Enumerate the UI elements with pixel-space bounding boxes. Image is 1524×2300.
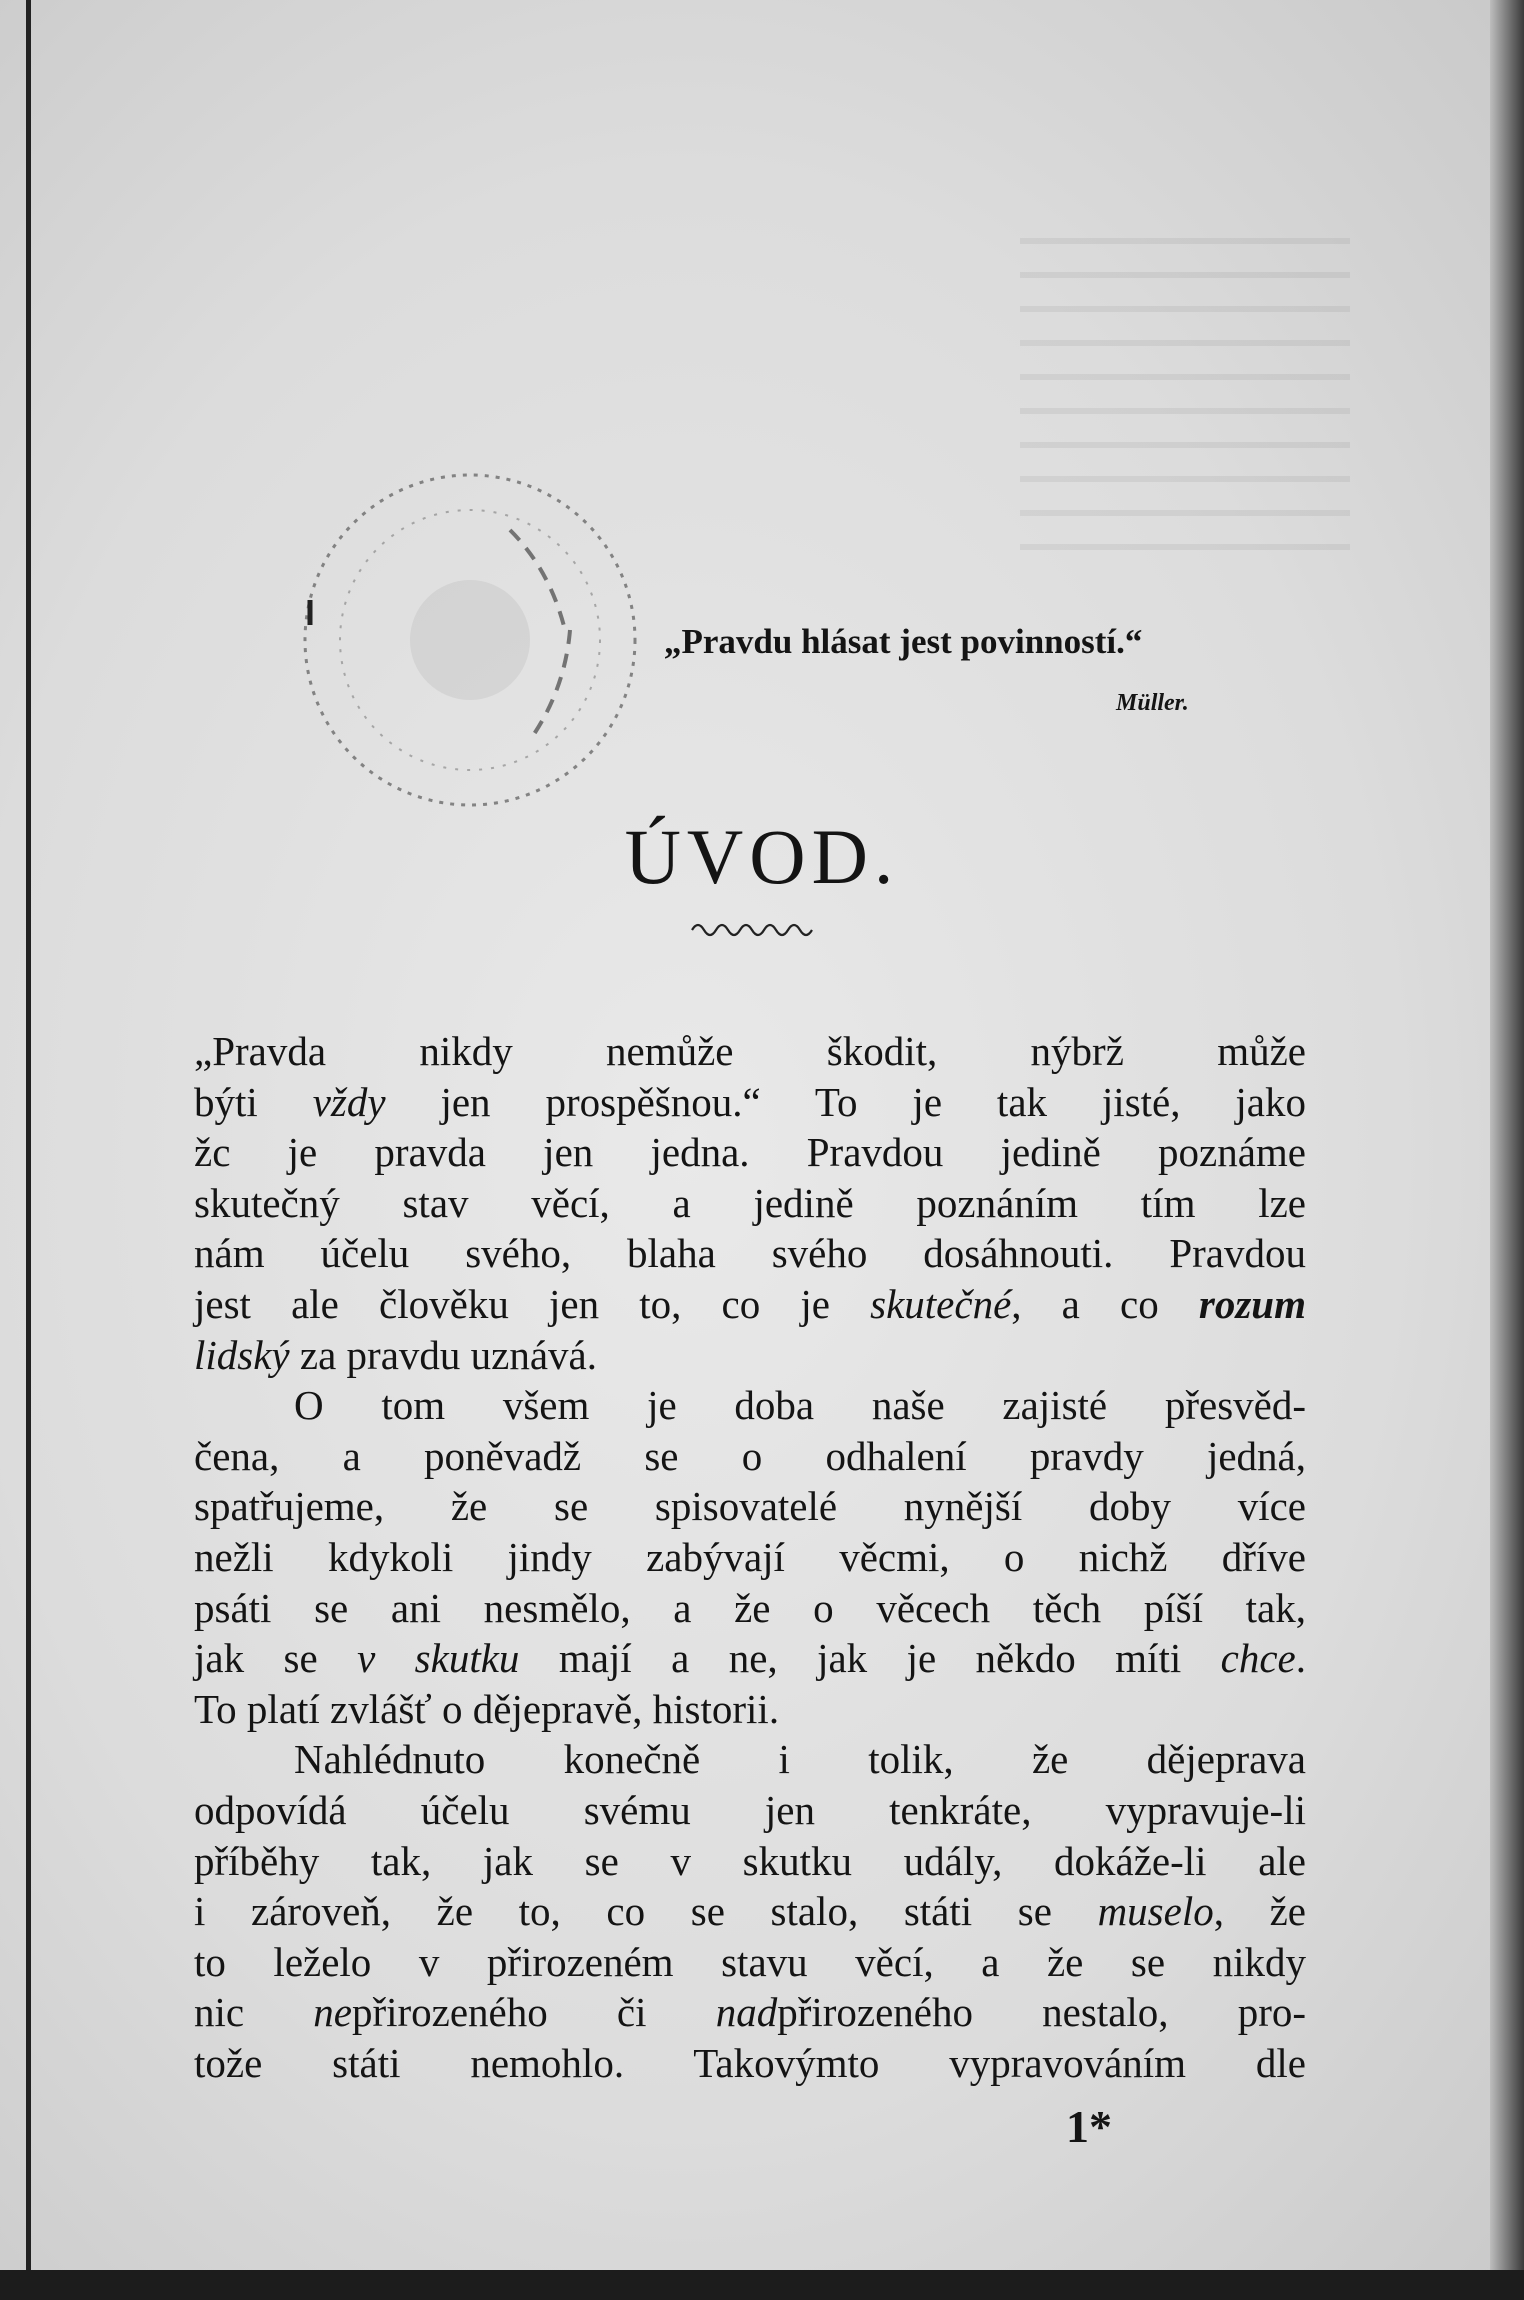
text-line xyxy=(194,1684,1306,1735)
show-through-text xyxy=(1020,230,1350,550)
text-segment: to leželo v přirozeném stavu věcí, a že se nikdy xyxy=(194,1938,1306,1985)
text-line xyxy=(194,1127,1306,1178)
text-line xyxy=(194,1987,1306,2038)
text-segment: To platí zvlášť o dějepravě, historii. xyxy=(194,1685,780,1732)
wavy-ornament xyxy=(690,918,820,938)
text-line xyxy=(194,1734,1306,1785)
italic-text: muselo xyxy=(1097,1888,1214,1935)
text-segment: býti xyxy=(194,1078,313,1125)
text-line xyxy=(194,1178,1306,1229)
text-segment: , že xyxy=(1213,1888,1306,1935)
text-line xyxy=(194,1785,1306,1836)
text-line xyxy=(194,1380,1306,1431)
text-segment: přirozeného či xyxy=(351,1989,716,2036)
italic-text: v skutku xyxy=(357,1635,520,1682)
text-segment: „Pravda nikdy nemůže škodit, nýbrž může xyxy=(194,1028,1306,1074)
text-segment: . xyxy=(1295,1635,1306,1682)
body-text xyxy=(194,1026,1306,2088)
text-segment: nic xyxy=(194,1989,314,2036)
text-line xyxy=(194,1937,1306,1988)
italic-text: nad xyxy=(715,1989,778,2036)
text-segment: odpovídá účelu svému jen tenkráte, vypravuje-li xyxy=(194,1786,1306,1833)
text-line xyxy=(194,1836,1306,1887)
text-line xyxy=(194,1026,1306,1077)
text-segment: Nahlédnuto konečně i tolik, že dějeprava xyxy=(294,1736,1306,1783)
text-segment: tože státi nemohlo. Takovýmto vypravováním dle xyxy=(194,2039,1306,2086)
italic-text: lidský xyxy=(194,1331,290,1378)
text-line xyxy=(194,1077,1306,1128)
text-segment: , a co xyxy=(1011,1280,1199,1327)
text-line xyxy=(194,1228,1306,1279)
chapter-title: ÚVOD. xyxy=(624,813,900,900)
text-segment: žc je pravda jen jedna. Pravdou jedině poznáme xyxy=(194,1129,1306,1176)
text-segment: i zároveň, že to, co se stalo, státi se xyxy=(194,1888,1098,1935)
text-line xyxy=(194,1583,1306,1634)
text-segment: příběhy tak, jak se v skutku udály, dokáže-li ale xyxy=(194,1837,1306,1884)
text-segment: jak se xyxy=(194,1635,358,1682)
text-line xyxy=(194,1633,1306,1684)
italic-text: skutečné xyxy=(870,1280,1012,1327)
text-segment: za pravdu uznává. xyxy=(289,1331,597,1378)
text-line xyxy=(194,1886,1306,1937)
text-segment: čena, a poněvadž se o odhalení pravdy jedná, xyxy=(194,1432,1306,1479)
italic-text: chce xyxy=(1220,1635,1296,1682)
page-edge-shadow xyxy=(1490,0,1524,2300)
text-segment: nám účelu svého, blaha svého dosáhnouti. Pravdou xyxy=(194,1230,1306,1277)
page-number: 1* xyxy=(1066,2101,1112,2152)
text-segment: jen prospěšnou.“ To je tak jisté, jako xyxy=(385,1078,1306,1125)
text-line xyxy=(194,1330,1306,1381)
text-segment: O tom všem je doba naše zajisté přesvěd- xyxy=(294,1382,1306,1429)
text-segment: skutečný stav věcí, a jedině poznáním tím lze xyxy=(194,1179,1306,1226)
epigraph-author: Müller. xyxy=(1116,690,1189,716)
text-segment: nežli kdykoli jindy zabývají věcmi, o nichž dříve xyxy=(194,1533,1306,1580)
text-line xyxy=(194,1431,1306,1482)
text-line xyxy=(194,1279,1306,1330)
text-line xyxy=(194,2038,1306,2089)
text-segment: jest ale člověku jen to, co je xyxy=(194,1280,871,1327)
text-line xyxy=(194,1532,1306,1583)
italic-text: vždy xyxy=(312,1078,386,1125)
text-segment: spatřujeme, že se spisovatelé nynější doby více xyxy=(194,1483,1306,1530)
epigraph-quote: „Pravdu hlásat jest povinností.“ xyxy=(664,622,1143,661)
italic-text: ne xyxy=(313,1989,352,2036)
binding-edge xyxy=(26,0,31,2300)
text-segment: psáti se ani nesmělo, a že o věcech těch píší tak, xyxy=(194,1584,1306,1631)
text-segment: přirozeného nestalo, pro- xyxy=(777,1989,1306,2036)
library-stamp xyxy=(280,460,660,820)
text-line xyxy=(194,1481,1306,1532)
text-segment: mají a ne, jak je někdo míti xyxy=(519,1635,1221,1682)
italic-text: rozum xyxy=(1198,1280,1306,1327)
bottom-edge-shadow xyxy=(0,2270,1524,2300)
